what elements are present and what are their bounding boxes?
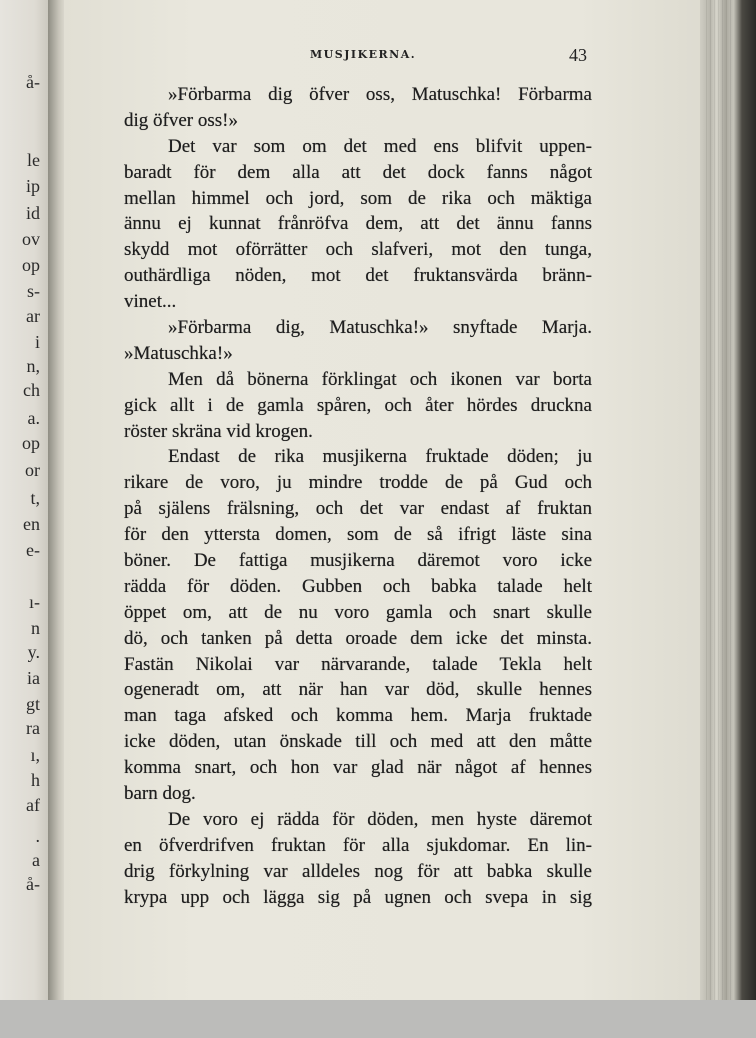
- left-page-fragment: le: [27, 150, 40, 170]
- text-line: mellan himmel och jord, som de rika och mäktiga: [124, 187, 592, 209]
- page-number: 43: [569, 45, 587, 65]
- text-line: icke döden, utan önskade till och med att den måtte: [124, 731, 592, 753]
- text-line: De voro ej rädda för döden, men hyste däremot: [168, 808, 592, 830]
- text-line: skydd mot oförrätter och slafveri, mot den tunga,: [124, 239, 592, 261]
- text-line: krypa upp och lägga sig på ugnen och svepa in sig: [124, 886, 592, 908]
- text-line: på själens frälsning, och det var endast af fruktan: [124, 498, 592, 520]
- left-page-fragment: i: [34, 332, 40, 352]
- left-page-fragment: id: [25, 203, 40, 223]
- left-page-edge: [0, 0, 50, 1000]
- text-line: gick allt i de gamla spåren, och åter hördes druckna: [124, 394, 592, 416]
- left-page-fragment: å-: [26, 874, 40, 894]
- left-page-fragment: ı,: [30, 745, 40, 765]
- left-page-fragment: a.: [27, 408, 40, 428]
- left-page-fragment: .: [35, 826, 40, 846]
- left-page-fragment: ip: [25, 176, 40, 196]
- text-line: outhärdliga nöden, mot det fruktansvärda bränn-: [124, 265, 592, 287]
- text-line: »Förbarma dig öfver oss, Matuschka! Förbarma: [168, 84, 592, 105]
- text-line: dö, och tanken på detta oroade dem icke det minsta.: [124, 627, 592, 649]
- text-line: öppet om, att de nu voro gamla och snart skulle: [124, 601, 592, 623]
- left-page-fragment: n,: [26, 356, 40, 376]
- text-line: Men då bönerna förklingat och ikonen var borta: [168, 368, 592, 390]
- left-page-fragment: op: [22, 433, 40, 453]
- page-stack-lines: [706, 0, 734, 1000]
- left-page-fragment: å-: [26, 72, 40, 92]
- left-page-fragment: op: [22, 255, 40, 275]
- text-line: komma snart, och hon var glad när något af hennes: [124, 757, 592, 779]
- body-text: [124, 82, 592, 911]
- text-line: röster skräna vid krogen.: [124, 420, 313, 442]
- left-page-fragment: en: [23, 514, 40, 534]
- text-line: »Förbarma dig, Matuschka!» snyftade Marja.: [168, 317, 592, 339]
- left-page-fragment: s-: [27, 281, 40, 301]
- left-page-fragment: ra: [26, 718, 40, 738]
- left-page-fragment: t,: [30, 488, 40, 508]
- text-line: rikare de voro, ju mindre trodde de på Gud och: [124, 472, 592, 494]
- text-line: ännu ej kunnat frånröfva dem, att det ännu fanns: [124, 213, 592, 235]
- left-page-fragment: or: [25, 460, 40, 480]
- left-page-fragment: ov: [22, 229, 40, 249]
- left-page-fragment: n: [31, 618, 40, 638]
- text-line: Fastän Nikolai var närvarande, talade Tekla helt: [124, 653, 592, 675]
- left-page-fragment: e-: [26, 540, 40, 560]
- text-line: en öfverdrifven fruktan för alla sjukdomar. En lin-: [124, 834, 592, 856]
- left-page-fragment: ı-: [29, 592, 40, 612]
- left-page-fragment: ia: [27, 668, 40, 688]
- text-line: barn dog.: [124, 783, 196, 805]
- left-page-fragment: a: [32, 850, 40, 870]
- text-line: baradt för dem alla att det dock fanns något: [124, 161, 592, 183]
- text-line: rädda för döden. Gubben och babka talade helt: [124, 575, 592, 597]
- text-line: »Matuschka!»: [124, 342, 233, 364]
- text-line: Endast de rika musjikerna fruktade döden; ju: [168, 446, 592, 468]
- text-line: man taga afsked och komma hem. Marja fruktade: [124, 705, 592, 727]
- left-page-fragment: af: [26, 795, 40, 815]
- running-title: MUSJIKERNA.: [310, 48, 417, 61]
- text-line: vinet...: [124, 291, 177, 313]
- text-line: böner. De fattiga musjikerna däremot voro icke: [124, 550, 592, 572]
- text-line: ogeneradt om, att när han var död, skulle hennes: [124, 679, 592, 701]
- left-page-fragment: ch: [23, 380, 40, 400]
- left-page-fragment: h: [31, 770, 40, 790]
- text-line: drig förkylning var alldeles nog för att babka skulle: [124, 860, 592, 882]
- text-line: för den yttersta domen, som de så ifrigt läste sina: [124, 524, 592, 546]
- left-page-fragment: y.: [27, 642, 40, 662]
- text-line: Det var som om det med ens blifvit uppen-: [168, 135, 592, 157]
- left-page-fragment: ar: [26, 306, 40, 326]
- left-page-fragment: gt: [25, 694, 40, 714]
- page-header: [64, 45, 706, 68]
- text-line: dig öfver oss!»: [124, 109, 238, 131]
